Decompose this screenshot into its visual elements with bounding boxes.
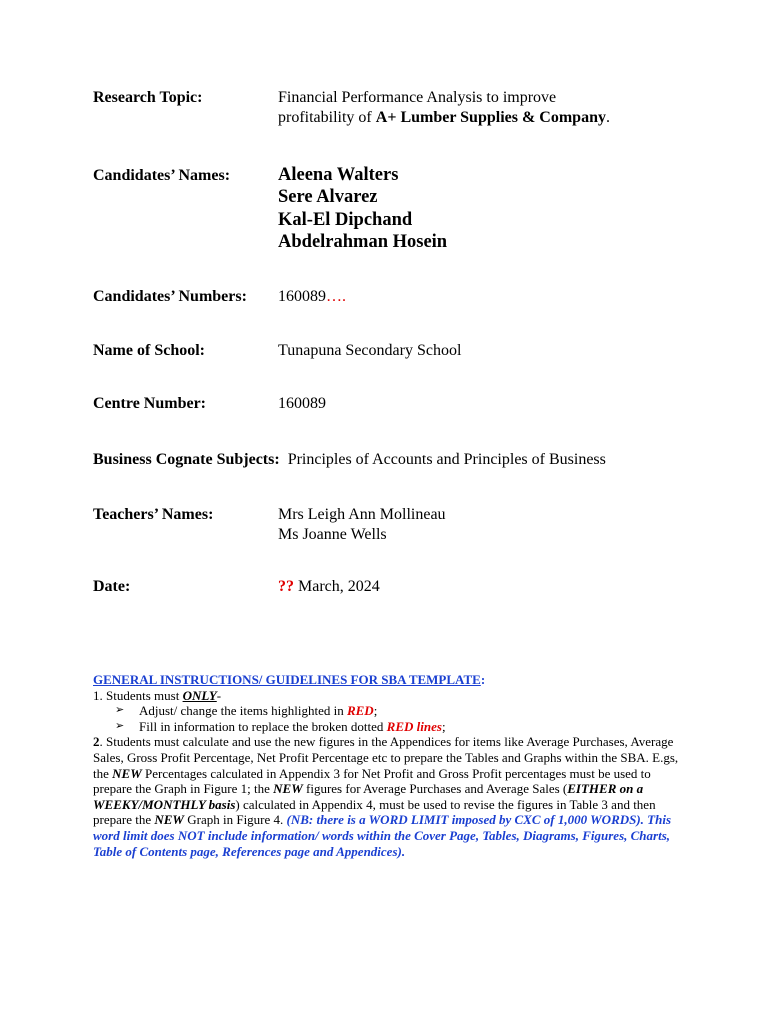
instruction-2-text: . Students must calculate and use the new figures in the Appendices for items like Average Purchases, Average Sales, Gross Profit Percentage, Net Profit Percentage etc to prepare the Tables and Graphs within the SBA. E.gs, the xyxy=(93,734,679,781)
candidates-names-label: Candidates’ Names: xyxy=(93,167,231,184)
bullet-suffix: ; xyxy=(373,703,378,719)
instructions-heading: GENERAL INSTRUCTIONS/ GUIDELINES FOR SBA TEMPLATE xyxy=(93,672,481,687)
teacher-name: Mrs Leigh Ann Mollineau xyxy=(278,506,446,523)
instruction-1 xyxy=(93,688,683,704)
teachers-names-label: Teachers’ Names: xyxy=(93,506,214,523)
instruction-2-number: 2 xyxy=(93,734,100,750)
list-item xyxy=(93,719,683,735)
research-topic-value xyxy=(278,88,678,128)
date-text: March, 2024 xyxy=(298,578,380,595)
candidates-numbers-label: Candidates’ Numbers: xyxy=(93,288,247,305)
date-value xyxy=(278,577,380,597)
bullet-text: Fill in information to replace the broken dotted xyxy=(139,718,387,734)
instruction-2-text: Graph in Figure 4. xyxy=(183,812,287,828)
general-instructions xyxy=(93,672,683,859)
centre-number-value: 160089 xyxy=(278,395,326,412)
research-topic-suffix: . xyxy=(605,109,610,126)
candidate-name: Abdelrahman Hosein xyxy=(278,231,448,252)
instruction-2-text: figures for Average Purchases and Average Sales ( xyxy=(302,781,568,797)
cognate-subjects-row xyxy=(93,450,606,470)
candidate-name: Sere Alvarez xyxy=(278,187,378,208)
bullet-text: Adjust/ change the items highlighted in xyxy=(139,703,347,719)
new-emphasis: NEW xyxy=(112,765,142,781)
either-emphasis: EITHER on a WEEKY/MONTHLY basis xyxy=(93,781,644,812)
instruction-2-text: ) calculated in Appendix 4, must be used to revise the figures in Table 3 and then prepare the xyxy=(93,796,656,828)
red-emphasis: RED lines xyxy=(386,718,442,734)
candidate-number-dots: …. xyxy=(326,288,346,305)
cognate-subjects-value: Principles of Accounts and Principles of Business xyxy=(287,451,606,468)
arrow-bullet-icon: ➢ xyxy=(115,704,125,717)
instruction-2-text: Percentages calculated in Appendix 3 for Net Profit and Gross Profit percentages must be used to prepare the Graph in Figure 1; the xyxy=(93,765,651,797)
teachers-names-list xyxy=(278,505,446,545)
red-emphasis: RED xyxy=(346,703,374,719)
instruction-1-text: 1. Students must xyxy=(93,687,183,703)
list-item xyxy=(93,703,683,719)
school-value: Tunapuna Secondary School xyxy=(278,342,462,359)
instructions-heading-row xyxy=(93,672,683,688)
school-label: Name of School: xyxy=(93,342,205,359)
instruction-2 xyxy=(93,734,683,859)
date-placeholder: ?? xyxy=(278,578,294,595)
bullet-suffix: ; xyxy=(441,718,446,734)
word-limit-note: (NB: there is a WORD LIMIT imposed by CXC of 1,000 WORDS). This word limit does NOT include information/ words within the Cover Page, Tables, Diagrams, Figures, Charts, Table of Contents page, References page and Appendices). xyxy=(93,812,672,859)
candidates-numbers-value xyxy=(278,287,346,307)
cognate-subjects-label: Business Cognate Subjects: xyxy=(93,451,280,468)
candidates-names-list xyxy=(278,164,447,253)
candidate-name: Aleena Walters xyxy=(278,165,399,185)
teacher-name: Ms Joanne Wells xyxy=(278,526,387,543)
research-topic-line2 xyxy=(278,108,678,128)
new-emphasis: NEW xyxy=(273,781,303,797)
candidate-name: Kal-El Dipchand xyxy=(278,209,413,230)
company-name: A+ Lumber Supplies & Company xyxy=(375,109,606,126)
new-emphasis: NEW xyxy=(154,812,184,828)
instruction-1-suffix: - xyxy=(216,687,222,703)
research-topic-line1: Financial Performance Analysis to improve xyxy=(278,89,557,106)
research-topic-prefix: profitability of xyxy=(278,109,376,126)
centre-number-label: Centre Number: xyxy=(93,395,207,412)
only-emphasis: ONLY xyxy=(182,687,217,703)
candidate-number: 160089 xyxy=(278,288,326,305)
date-label: Date: xyxy=(93,578,131,595)
research-topic-label: Research Topic: xyxy=(93,89,203,106)
instructions-heading-colon: : xyxy=(480,672,486,687)
instruction-1-bullets xyxy=(93,703,683,734)
arrow-bullet-icon: ➢ xyxy=(115,719,125,732)
